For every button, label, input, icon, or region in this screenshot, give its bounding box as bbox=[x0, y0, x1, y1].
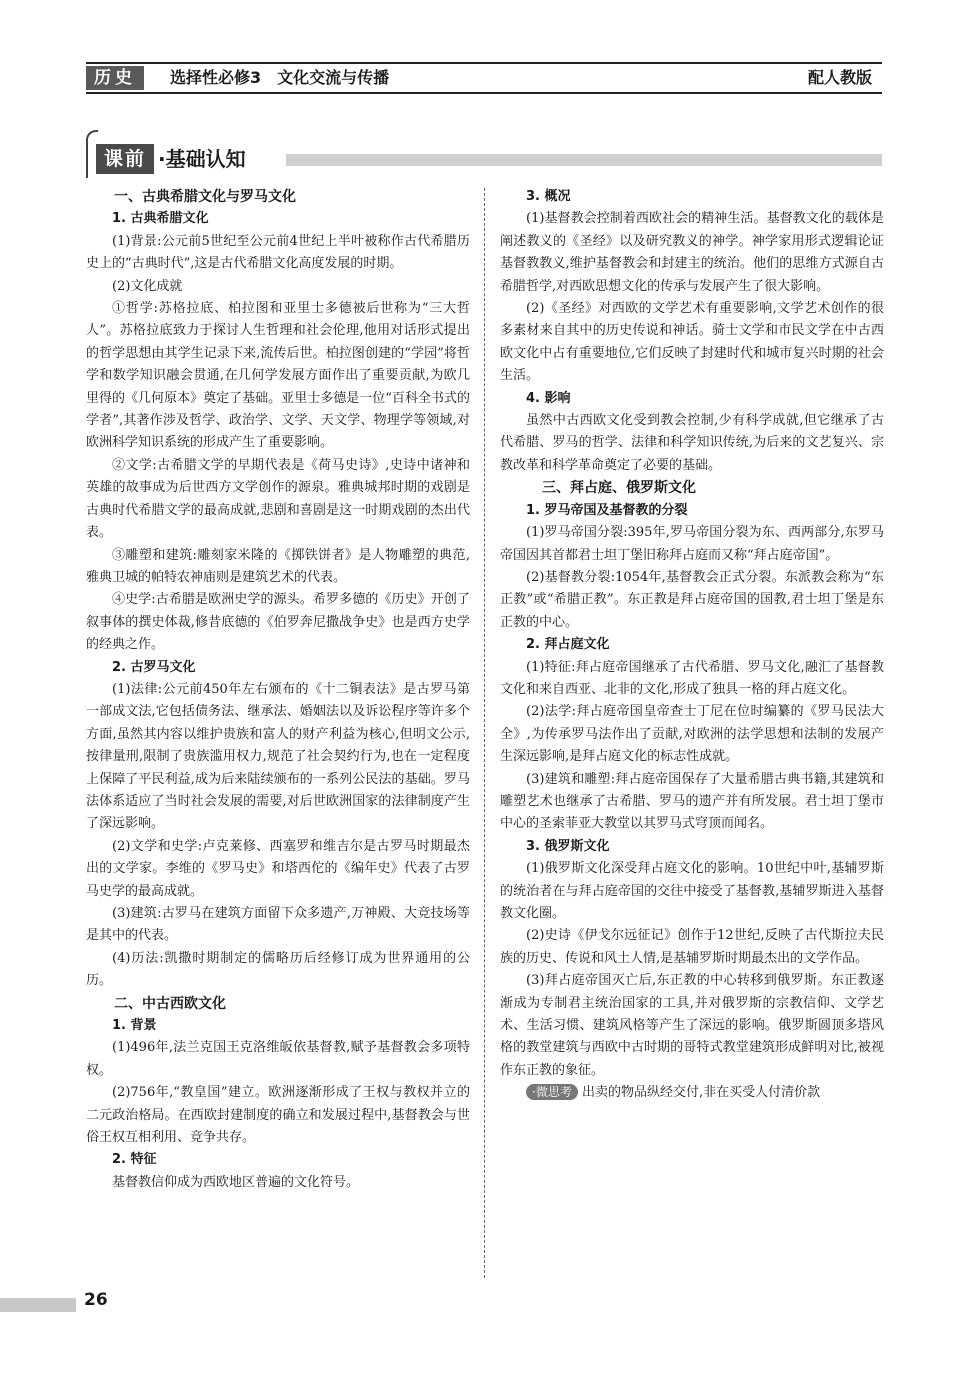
banner-prefix: 课前 bbox=[96, 144, 154, 174]
page-number: 26 bbox=[84, 1290, 108, 1310]
section-heading: 4. 影响 bbox=[526, 390, 571, 406]
think-text: 出卖的物品纵经交付,非在买受人付清价款 bbox=[581, 1085, 821, 1101]
paragraph: (1)496年,法兰克国王克洛维皈依基督教,赋予基督教会多项特权。 bbox=[86, 1040, 470, 1078]
paragraph: (3)建筑:古罗马在建筑方面留下众多遗产,万神殿、大竞技场等是其中的代表。 bbox=[86, 906, 470, 944]
header-bottom-rule bbox=[86, 92, 882, 94]
section-heading: 2. 特征 bbox=[112, 1152, 157, 1168]
header-top-rule bbox=[86, 62, 882, 64]
paragraph: (2)史诗《伊戈尔远征记》创作于12世纪,反映了古代斯拉夫民族的历史、传说和风土人情,是基辅罗斯时期最杰出的文学作品。 bbox=[500, 928, 884, 966]
column-divider bbox=[484, 188, 485, 1278]
paragraph: (1)特征:拜占庭帝国继承了古代希腊、罗马文化,融汇了基督教文化和来自西亚、北非的文化,形成了独具一格的拜占庭文化。 bbox=[500, 659, 884, 697]
paragraph: (1)背景:公元前5世纪至公元前4世纪上半叶被称作古代希腊历史上的“古典时代”,这是古代希腊文化高度发展的时期。 bbox=[86, 233, 470, 272]
paragraph: (1)基督教会控制着西欧社会的精神生活。基督教文化的载体是阐述教义的《圣经》以及研究教义的神学。神学家用形式逻辑论证基督教教义,维护基督教会和封建主的统治。他们的思维方式源自古希腊哲学,对西欧思想文化的传承与发展产生了很大影响。 bbox=[500, 211, 884, 294]
section-heading: 1. 古典希腊文化 bbox=[112, 211, 209, 227]
section-heading: 一、古典希腊文化与罗马文化 bbox=[114, 189, 296, 205]
paragraph: (2)756年,“教皇国”建立。欧洲逐渐形成了王权与教权并立的二元政治格局。在西欧封建制度的确立和发展过程中,基督教会与世俗王权互相利用、竞争共存。 bbox=[86, 1085, 470, 1146]
page-number-bar bbox=[0, 1298, 76, 1312]
paragraph: (2)文化成就 bbox=[112, 278, 183, 294]
left-column bbox=[86, 186, 470, 1194]
paragraph: (2)《圣经》对西欧的文学艺术有重要影响,文学艺术创作的很多素材来自其中的历史传说和神话。骑士文学和市民文学在中古西欧文化中占有重要地位,它们反映了封建时代和城市复兴时期的社会生活。 bbox=[500, 301, 884, 384]
section-heading: 三、拜占庭、俄罗斯文化 bbox=[542, 480, 696, 497]
think-note bbox=[500, 1082, 884, 1104]
section-heading: 3. 概况 bbox=[526, 189, 571, 204]
paragraph: 基督教信仰成为西欧地区普遍的文化符号。 bbox=[112, 1174, 360, 1190]
section-heading: 2. 拜占庭文化 bbox=[526, 637, 610, 653]
paragraph: ②文学:古希腊文学的早期代表是《荷马史诗》,史诗中诸神和英雄的故事成为后世西方文学创作的源泉。雅典城邦时期的戏剧是古典时代希腊文学的最高成就,悲剧和喜剧是这一时期戏剧的杰出代表。 bbox=[86, 457, 470, 541]
paragraph: (2)基督教分裂:1054年,基督教会正式分裂。东派教会称为“东正教”或“希腊正教”。东正教是拜占庭帝国的国教,君士坦丁堡是东正教的中心。 bbox=[500, 569, 884, 630]
paragraph: (2)法学:拜占庭帝国皇帝查士丁尼在位时编纂的《罗马民法大全》,为传承罗马法作出了贡献,对欧洲的法学思想和法制的发展产生深远影响,是拜占庭文化的标志性成就。 bbox=[500, 704, 884, 765]
section-heading: 二、中古西欧文化 bbox=[114, 995, 226, 1012]
page-header bbox=[86, 62, 882, 94]
section-heading: 1. 罗马帝国及基督教的分裂 bbox=[526, 502, 688, 518]
paragraph: 虽然中古西欧文化受到教会控制,少有科学成就,但它继承了古代希腊、罗马的哲学、法律和科学知识传统,为后来的文艺复兴、宗教改革和科学革命奠定了必要的基础。 bbox=[500, 413, 884, 473]
edition-label: 配人教版 bbox=[807, 68, 872, 87]
paragraph: (2)文学和史学:卢克莱修、西塞罗和维吉尔是古罗马时期最杰出的文学家。李维的《罗马史》和塔西佗的《编年史》代表了古罗马史学的最高成就。 bbox=[86, 838, 470, 899]
right-column bbox=[500, 186, 884, 1105]
section-heading: 1. 背景 bbox=[112, 1018, 157, 1034]
paragraph: ①哲学:苏格拉底、柏拉图和亚里士多德被后世称为“三大哲人”。苏格拉底致力于探讨人生哲理和社会伦理,他用对话形式提出的哲学思想由其学生记录下来,流传后世。柏拉图创建的“学园”将哲学和数学知识融会贯通,在几何学发展方面作出了重要贡献,为欧几里得的《几何原本》奠定了基础。亚里士多德是一位“百科全书式的学者”,其著作涉及哲学、政治学、文学、天文学、物理学等领域,对欧洲科学知识系统的形成产生了重要影响。 bbox=[86, 301, 470, 451]
paragraph: ③雕塑和建筑:雕刻家米隆的《掷铁饼者》是人物雕塑的典范,雅典卫城的帕特农神庙则是建筑艺术的代表。 bbox=[86, 547, 470, 585]
section-heading: 2. 古罗马文化 bbox=[112, 659, 196, 675]
book-title: 选择性必修3 文化交流与传播 bbox=[170, 68, 390, 87]
think-badge: ·微思考 bbox=[526, 1084, 578, 1100]
subject-label: 历史 bbox=[86, 66, 144, 90]
paragraph: ④史学:古希腊是欧洲史学的源头。希罗多德的《历史》开创了叙事体的撰史体裁,修昔底德的《伯罗奔尼撒战争史》也是西方史学的经典之作。 bbox=[86, 592, 470, 653]
paragraph: (1)俄罗斯文化深受拜占庭文化的影响。10世纪中叶,基辅罗斯的统治者在与拜占庭帝国的交往中接受了基督教,基辅罗斯进入基督教文化圈。 bbox=[500, 861, 884, 921]
banner-bar bbox=[286, 154, 882, 166]
banner-title: ·基础认知 bbox=[158, 147, 246, 171]
paragraph: (3)建筑和雕塑:拜占庭帝国保存了大量希腊古典书籍,其建筑和雕塑艺术也继承了古希腊、罗马的遗产并有所发展。君士坦丁堡市中心的圣索菲亚大教堂以其罗马式穹顶而闻名。 bbox=[500, 771, 884, 832]
paragraph: (3)拜占庭帝国灭亡后,东正教的中心转移到俄罗斯。东正教逐渐成为专制君主统治国家的工具,并对俄罗斯的宗教信仰、文学艺术、生活习惯、建筑风格等产生了深远的影响。俄罗斯圆顶多塔风格的教堂建筑与西欧中古时期的哥特式教堂建筑形成鲜明对比,被视作东正教的象征。 bbox=[500, 973, 884, 1078]
paragraph: (1)罗马帝国分裂:395年,罗马帝国分裂为东、西两部分,东罗马帝国因其首都君士坦丁堡旧称拜占庭而又称“拜占庭帝国”。 bbox=[500, 525, 884, 563]
paragraph: (4)历法:凯撒时期制定的儒略历后经修订成为世界通用的公历。 bbox=[86, 950, 470, 989]
section-banner bbox=[86, 130, 882, 176]
paragraph: (1)法律:公元前450年左右颁布的《十二铜表法》是古罗马第一部成文法,它包括债务法、继承法、婚姻法以及诉讼程序等许多个方面,虽然其内容以维护贵族和富人的财产利益为核心,但明文公示,按律量刑,限制了贵族滥用权力,规范了社会契约行为,也在一定程度上保障了平民利益,成为后来陆续颁布的一系列公民法的基础。罗马法体系适应了当时社会发展的需要,对后世欧洲国家的法律制度产生了深远影响。 bbox=[86, 681, 470, 832]
section-heading: 3. 俄罗斯文化 bbox=[526, 838, 610, 854]
